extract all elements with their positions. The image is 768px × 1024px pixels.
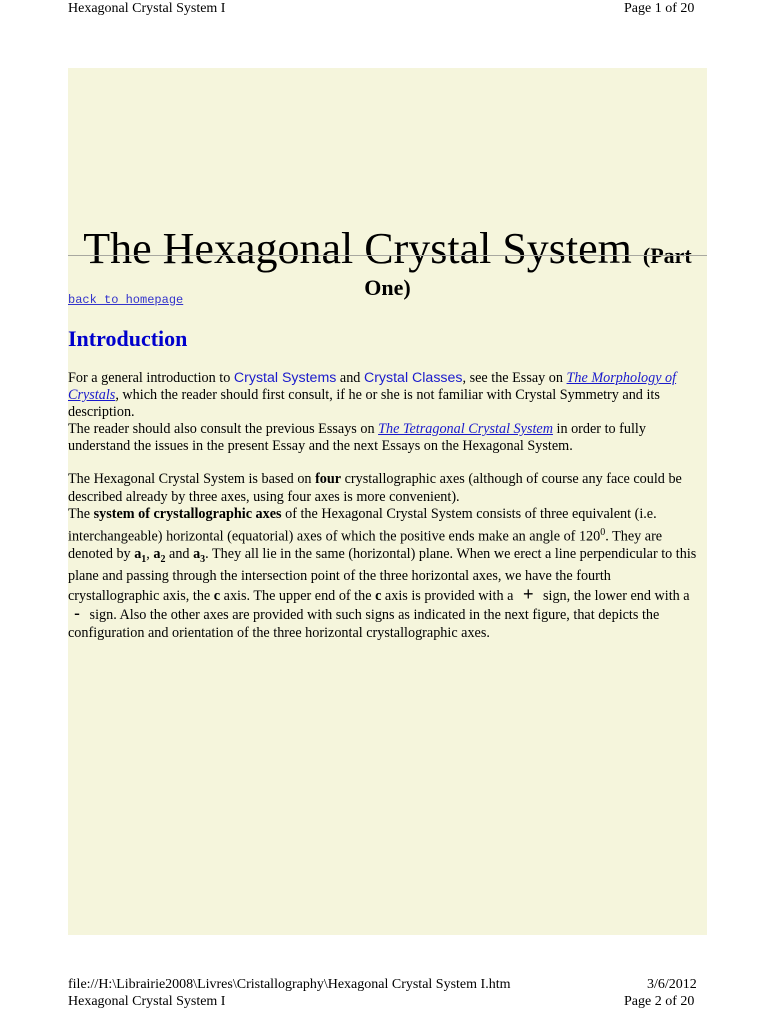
p1-text-1: For a general introduction to bbox=[68, 370, 234, 386]
morphology-of-crystals-link[interactable]: The Morphology of Crystals bbox=[68, 370, 677, 403]
axis-a2: $a_2$ bbox=[153, 545, 166, 565]
tetragonal-crystal-system-link[interactable]: The Tetragonal Crystal System bbox=[378, 421, 553, 437]
p3-text-2: crystallographic axes (although of course any face could be described already by three axes, using four axes is more convenient). bbox=[68, 471, 682, 505]
axis-a3: $a_3$ bbox=[193, 545, 206, 565]
p4-text-2: of the Hexagonal Crystal System consists of three equivalent (i.e. interchangeable) horizontal (equatorial) axes of which the positive ends make an angle of 120 bbox=[68, 506, 657, 545]
page-content bbox=[68, 68, 707, 935]
p4-text-5: axis. The upper end of the bbox=[220, 587, 376, 604]
print-header-page: Page 1 of 20 bbox=[624, 1, 695, 16]
p4-bold-axes: system of crystallographic axes bbox=[93, 506, 282, 522]
p3-text-1: The Hexagonal Crystal System is based on bbox=[68, 471, 316, 487]
p1-text-4: , which the reader should first consult, if he or she is not familiar with Crystal Symmetry and its description. bbox=[68, 387, 660, 420]
p4-text-4: . They all lie in the same (horizontal) plane. When we erect a line perpendicular to this plane and passing through the intersection point of the three horizontal axes, we have the fourth crystallographic axis, the bbox=[68, 545, 697, 604]
plus-sign: + bbox=[522, 583, 534, 604]
paragraph-axes: The Hexagonal Crystal System is based on four crystallographic axes (although of course any face could be described already by three axes, using four axes is more convenient). The system of crystallographic axes of the Hexagonal Crystal System consists of three equivalent (i.e. interchangeable) horizontal (equatorial) axes of which the positive ends make an angle of $120^0$. They are denoted by $a_1$, $a_2$ and $a_3$. They all lie in the same (horizontal) plane. When we erect a line perpendicular to this plane and passing through the intersection point of the three horizontal axes, we have the fourth crystallographic axis, the c axis. The upper end of the c axis is provided with a + sign, the lower end with a - sign. Also the other axes are provided with such signs as indicated in the next figure, that depicts the configuration and orientation of the three horizontal crystallographic axes. bbox=[68, 471, 697, 641]
p4-text-6: axis is provided with a bbox=[381, 587, 517, 604]
paragraph-intro bbox=[68, 370, 700, 455]
page-title bbox=[68, 224, 707, 301]
print-header-title-2: Hexagonal Crystal System I bbox=[68, 994, 226, 1009]
p1-text-2: and bbox=[336, 370, 364, 386]
back-to-homepage-link[interactable]: back to homepage bbox=[68, 293, 184, 307]
p2-text-1: The reader should also consult the previous Essays on bbox=[68, 421, 379, 437]
p4-text-7: sign, the lower end with a bbox=[539, 587, 690, 604]
print-footer-path: file://H:\Librairie2008\Livres\Cristallography\Hexagonal Crystal System I.htm bbox=[68, 977, 511, 992]
p2-text-2: in order to fully understand the issues in the present Essay and the next Essays on the Hexagonal System. bbox=[68, 421, 646, 454]
divider bbox=[68, 255, 707, 256]
axis-c-2: c bbox=[375, 587, 382, 604]
p3-bold-four: four bbox=[315, 471, 342, 487]
print-header-title: Hexagonal Crystal System I bbox=[68, 1, 226, 16]
crystal-classes-link[interactable]: Crystal Classes bbox=[363, 370, 463, 386]
title-part-b: One) bbox=[364, 275, 411, 300]
title-main: The Hexagonal Crystal System bbox=[83, 224, 632, 273]
axis-a1: $a_1$ bbox=[134, 545, 147, 565]
axis-c-1: c bbox=[213, 587, 221, 604]
minus-sign: - bbox=[74, 603, 80, 624]
title-part-a: (Part bbox=[642, 243, 692, 268]
print-footer-date: 3/6/2012 bbox=[647, 977, 697, 992]
p1-text-3: , see the Essay on bbox=[462, 370, 567, 386]
p4-degree-sup: 0 bbox=[600, 526, 606, 538]
print-header-page-2: Page 2 of 20 bbox=[624, 994, 695, 1009]
p4-text-8: sign. Also the other axes are provided with such signs as indicated in the next figure, that depicts the configuration and orientation of the three horizontal crystallographic axes. bbox=[68, 607, 660, 641]
p4-text-1: The bbox=[68, 506, 94, 522]
crystal-systems-link[interactable]: Crystal Systems bbox=[233, 370, 337, 386]
introduction-heading: Introduction bbox=[68, 326, 188, 351]
p4-text-3: . They are denoted by bbox=[68, 528, 663, 562]
